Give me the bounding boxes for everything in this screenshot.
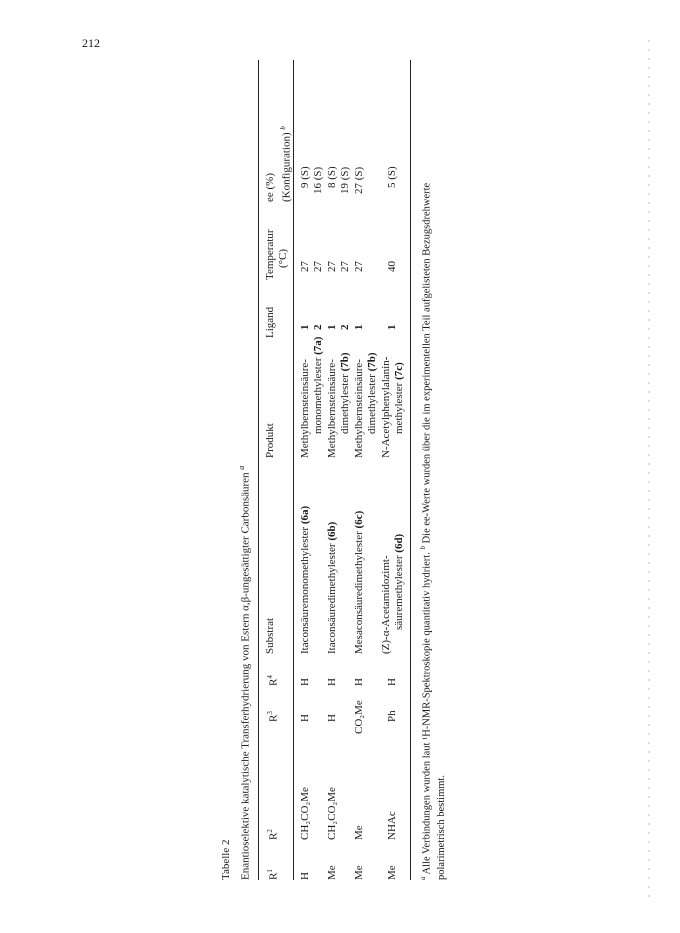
cell-r4: H [299, 678, 311, 686]
footnote-line1: $^a$ Alle Verbindungen wurden laut ¹H-NMR-Spektroskopie quantitativ hydriert. $^b$ Die ee-Werte wurden über die im experimentellen Teil aufgelisteten Bezugsdrehwerte [419, 182, 433, 880]
cell-ligand: 2 [339, 324, 351, 330]
cell-produkt-line1: Methylbernsteinsäure- [353, 359, 365, 458]
cell-substrat-line2: säuremethylester (6d) [393, 533, 405, 630]
header-r2: $R^2$ [266, 829, 280, 840]
footnotes [416, 60, 449, 880]
rotated-table [220, 60, 460, 880]
cell-substrat: Itaconsäuredimethylester (6b) [326, 521, 338, 654]
header-ee: ee (%) [264, 172, 276, 202]
footnote-line2: polarimetrisch bestimmt. [435, 775, 447, 880]
cell-r1: Me [386, 865, 398, 880]
cell-temperatur: 27 [353, 261, 365, 272]
cell-ligand: 1 [299, 324, 311, 330]
header-konfiguration: (Konfiguration) $^b$ [279, 126, 293, 202]
cell-substrat: Mesaconsäuredimethylester (6c) [353, 510, 365, 654]
caption-footnote-mark: a [237, 465, 246, 470]
cell-r2: Me [353, 825, 365, 840]
header-ligand: Ligand [264, 306, 276, 338]
cell-produkt-line1: Methylbernsteinsäure- [326, 359, 338, 458]
header-temperatur: Temperatur [264, 229, 276, 280]
cell-produkt-line2: dimethylester (7b) [339, 352, 351, 434]
top-rule [258, 60, 259, 880]
cell-r4: H [386, 678, 398, 686]
cell-produkt-line2: methylester (7c) [393, 362, 405, 434]
cell-r1: Me [326, 865, 338, 880]
cell-temperatur: 40 [386, 261, 398, 272]
cell-ligand: 1 [326, 324, 338, 330]
cell-r2: NHAc [386, 811, 398, 840]
cell-r3: Ph [386, 710, 398, 722]
cell-r4: H [326, 678, 338, 686]
cell-produkt-line2: dimethylester (7b) [366, 352, 378, 434]
scan-artifact [648, 40, 650, 900]
cell-temperatur: 27 [312, 261, 324, 272]
cell-r4: H [353, 678, 365, 686]
header-rule [293, 60, 294, 880]
caption-text: Enantioselektive katalytische Transferhydrierung von Estern α,β-ungesättigter Carbonsäuren [239, 472, 252, 880]
cell-ligand: 1 [386, 324, 398, 330]
cell-ee: 9 (S) [299, 166, 311, 188]
cell-r3: H [299, 714, 311, 722]
cell-temperatur: 27 [299, 261, 311, 272]
cell-temperatur: 27 [326, 261, 338, 272]
header-r1: $R^1$ [266, 869, 280, 880]
page-number: 212 [82, 36, 100, 50]
cell-temperatur: 27 [339, 261, 351, 272]
header-r3: $R^3$ [266, 711, 280, 722]
cell-ee: 8 (S) [326, 166, 338, 188]
cell-produkt-line2: monomethylester (7a) [312, 336, 324, 434]
bottom-rule [410, 60, 411, 880]
cell-ligand: 1 [353, 324, 365, 330]
table-label: Tabelle 2 [220, 839, 232, 880]
cell-r2: CH₂CO₂Me [299, 787, 311, 840]
cell-r3: H [326, 714, 338, 722]
header-produkt: Produkt [264, 423, 276, 458]
table-caption [237, 466, 252, 880]
cell-ee: 27 (S) [353, 166, 365, 194]
cell-r1: Me [353, 865, 365, 880]
cell-r1: H [299, 872, 311, 880]
cell-substrat-line1: (Z)-α-Acetamidozimt- [380, 555, 392, 654]
cell-produkt-line1: Methylbernsteinsäure- [299, 359, 311, 458]
cell-r3: CO₂Me [353, 700, 365, 734]
cell-produkt-line1: N-Acetylphenylalanin- [380, 356, 392, 458]
cell-r2: CH₂CO₂Me [326, 787, 338, 840]
cell-substrat: Itaconsäuremonomethylester (6a) [299, 505, 311, 654]
cell-ee: 19 (S) [339, 166, 351, 194]
cell-ee: 5 (S) [386, 166, 398, 188]
header-temperatur-unit: (°C) [277, 248, 289, 268]
header-substrat: Substrat [264, 617, 276, 654]
cell-ee: 16 (S) [312, 166, 324, 194]
cell-ligand: 2 [312, 324, 324, 330]
header-r4: $R^4$ [266, 675, 280, 686]
